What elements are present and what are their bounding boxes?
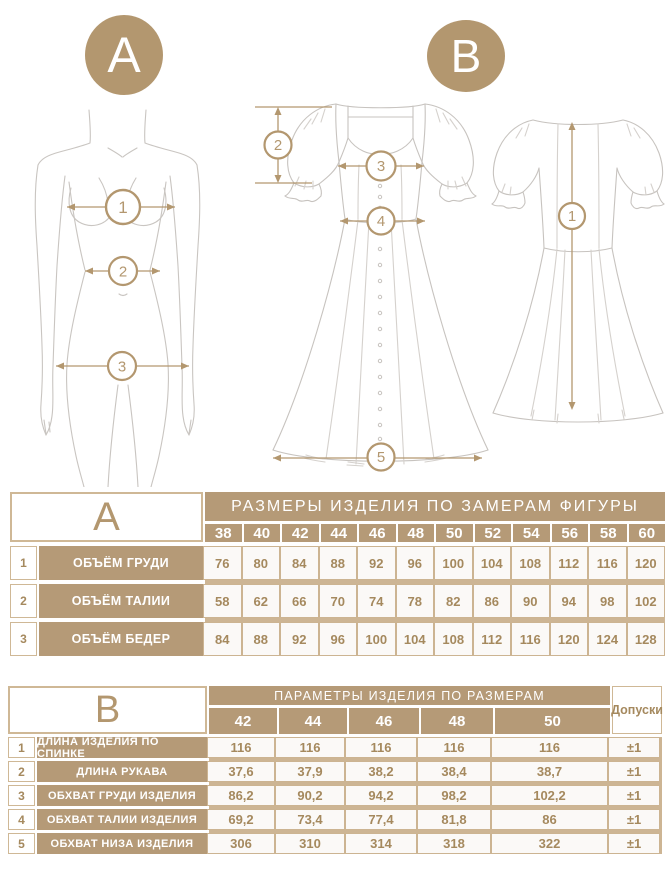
size-table-figure [10,492,665,656]
size-header-cell: 46 [347,708,419,734]
value-cell: 108 [511,546,550,580]
dress-marker-5: 5 [376,449,386,466]
row-number-cell: 1 [8,737,35,758]
size-header-cell: 50 [434,524,473,542]
value-cell: 38,2 [345,761,417,782]
value-cell: 120 [627,546,666,580]
value-cell: 128 [627,622,666,656]
value-cell: 73,4 [275,809,345,830]
value-cell: 58 [203,584,242,618]
value-cell: 82 [434,584,473,618]
value-cell: 86,2 [207,785,275,806]
size-header-cell: 46 [357,524,396,542]
value-cell: 112 [473,622,512,656]
badge-a [85,15,163,95]
row-number-cell: 1 [10,546,37,580]
value-cell: 116 [275,737,345,758]
value-cell: 94 [550,584,589,618]
value-cell: 104 [473,546,512,580]
figure-marker-1: 1 [118,198,128,217]
value-cell: 100 [434,546,473,580]
value-cell: 92 [280,622,319,656]
value-cell: 116 [588,546,627,580]
size-header-cell: 48 [396,524,435,542]
table-row [8,785,662,806]
size-header-cell: 48 [419,708,493,734]
tolerance-cell: ±1 [608,809,660,830]
table-a-title: РАЗМЕРЫ ИЗДЕЛИЯ ПО ЗАМЕРАМ ФИГУРЫ [205,492,665,521]
size-header-cell: 38 [205,524,242,542]
size-header-cell: 42 [209,708,277,734]
value-cell: 94,2 [345,785,417,806]
size-header-cell: 44 [319,524,358,542]
table-a-corner-letter: A [10,492,203,542]
value-cell: 108 [434,622,473,656]
dress-back-marker-1: 1 [567,208,577,225]
value-cell: 96 [319,622,358,656]
figure-marker-2: 2 [118,263,128,281]
size-header-cell: 40 [242,524,281,542]
value-cell: 37,6 [207,761,275,782]
dress-marker-3: 3 [376,158,386,175]
table-row [8,833,662,854]
value-cell: 100 [357,622,396,656]
size-table-garment [8,686,662,854]
row-label-cell: ОБХВАТ ГРУДИ ИЗДЕЛИЯ [37,785,207,806]
tolerance-cell: ±1 [608,737,660,758]
value-cell: 104 [396,622,435,656]
size-header-cell: 54 [511,524,550,542]
value-cell: 70 [319,584,358,618]
value-cell: 38,4 [417,761,491,782]
size-header-cell: 44 [277,708,347,734]
value-cell: 120 [550,622,589,656]
value-cell: 102,2 [491,785,608,806]
value-cell: 318 [417,833,491,854]
dress-front-illustration [248,93,503,485]
value-cell: 74 [357,584,396,618]
value-cell: 116 [511,622,550,656]
value-cell: 116 [345,737,417,758]
size-header-cell: 58 [588,524,627,542]
table-b-header-mid [209,686,610,734]
value-cell: 102 [627,584,666,618]
value-cell: 66 [280,584,319,618]
value-cell: 314 [345,833,417,854]
size-header-cell: 52 [473,524,512,542]
value-cell: 116 [417,737,491,758]
figure-measurement-illustration [15,98,230,487]
dress-back-illustration [478,98,670,433]
dress-marker-2: 2 [273,137,283,154]
row-label-cell: ОБЪЁМ ТАЛИИ [39,584,203,618]
value-cell: 62 [242,584,281,618]
row-label-cell: ДЛИНА ИЗДЕЛИЯ ПО СПИНКЕ [37,737,207,758]
table-row [8,761,662,782]
table-b-rows [8,737,662,854]
value-cell: 69,2 [207,809,275,830]
size-header-cell: 50 [493,708,610,734]
size-header-cell: 42 [280,524,319,542]
row-number-cell: 4 [8,809,35,830]
value-cell: 98 [588,584,627,618]
table-b-header [8,686,662,734]
value-cell: 116 [491,737,608,758]
tolerance-cell: ±1 [608,833,660,854]
row-number-cell: 2 [10,584,37,618]
value-cell: 84 [280,546,319,580]
row-number-cell: 3 [10,622,37,656]
value-cell: 322 [491,833,608,854]
table-b-tolerance-header: Допуски [612,686,662,734]
size-header-cell: 56 [550,524,589,542]
table-row [10,622,665,656]
value-cell: 37,9 [275,761,345,782]
tolerance-cell: ±1 [608,761,660,782]
badge-b-letter: B [450,30,482,82]
badge-a-letter: A [107,27,141,83]
value-cell: 90,2 [275,785,345,806]
value-cell: 98,2 [417,785,491,806]
value-cell: 90 [511,584,550,618]
dress-marker-4: 4 [376,213,386,230]
value-cell: 80 [242,546,281,580]
table-row [10,546,665,580]
row-label-cell: ОБЪЁМ БЕДЕР [39,622,203,656]
table-a-header-right [205,492,665,542]
badge-b [427,20,505,92]
table-a-rows [10,546,665,656]
value-cell: 76 [203,546,242,580]
row-label-cell: ОБХВАТ ТАЛИИ ИЗДЕЛИЯ [37,809,207,830]
value-cell: 78 [396,584,435,618]
value-cell: 77,4 [345,809,417,830]
value-cell: 86 [473,584,512,618]
value-cell: 88 [242,622,281,656]
table-row [8,737,662,758]
value-cell: 38,7 [491,761,608,782]
row-number-cell: 5 [8,833,35,854]
value-cell: 88 [319,546,358,580]
value-cell: 92 [357,546,396,580]
size-header-cell: 60 [627,524,666,542]
value-cell: 84 [203,622,242,656]
value-cell: 306 [207,833,275,854]
value-cell: 96 [396,546,435,580]
table-b-sizes-row [209,708,610,734]
row-number-cell: 2 [8,761,35,782]
table-a-header [10,492,665,542]
value-cell: 112 [550,546,589,580]
value-cell: 116 [207,737,275,758]
row-number-cell: 3 [8,785,35,806]
table-b-title: ПАРАМЕТРЫ ИЗДЕЛИЯ ПО РАЗМЕРАМ [209,686,610,705]
table-row [8,809,662,830]
table-b-corner-letter: B [8,686,207,734]
table-a-sizes-row [205,524,665,542]
value-cell: 86 [491,809,608,830]
row-label-cell: ДЛИНА РУКАВА [37,761,207,782]
row-label-cell: ОБЪЁМ ГРУДИ [39,546,203,580]
table-row [10,584,665,618]
value-cell: 310 [275,833,345,854]
tolerance-cell: ±1 [608,785,660,806]
row-label-cell: ОБХВАТ НИЗА ИЗДЕЛИЯ [37,833,207,854]
figure-marker-3: 3 [117,358,127,376]
value-cell: 81,8 [417,809,491,830]
value-cell: 124 [588,622,627,656]
